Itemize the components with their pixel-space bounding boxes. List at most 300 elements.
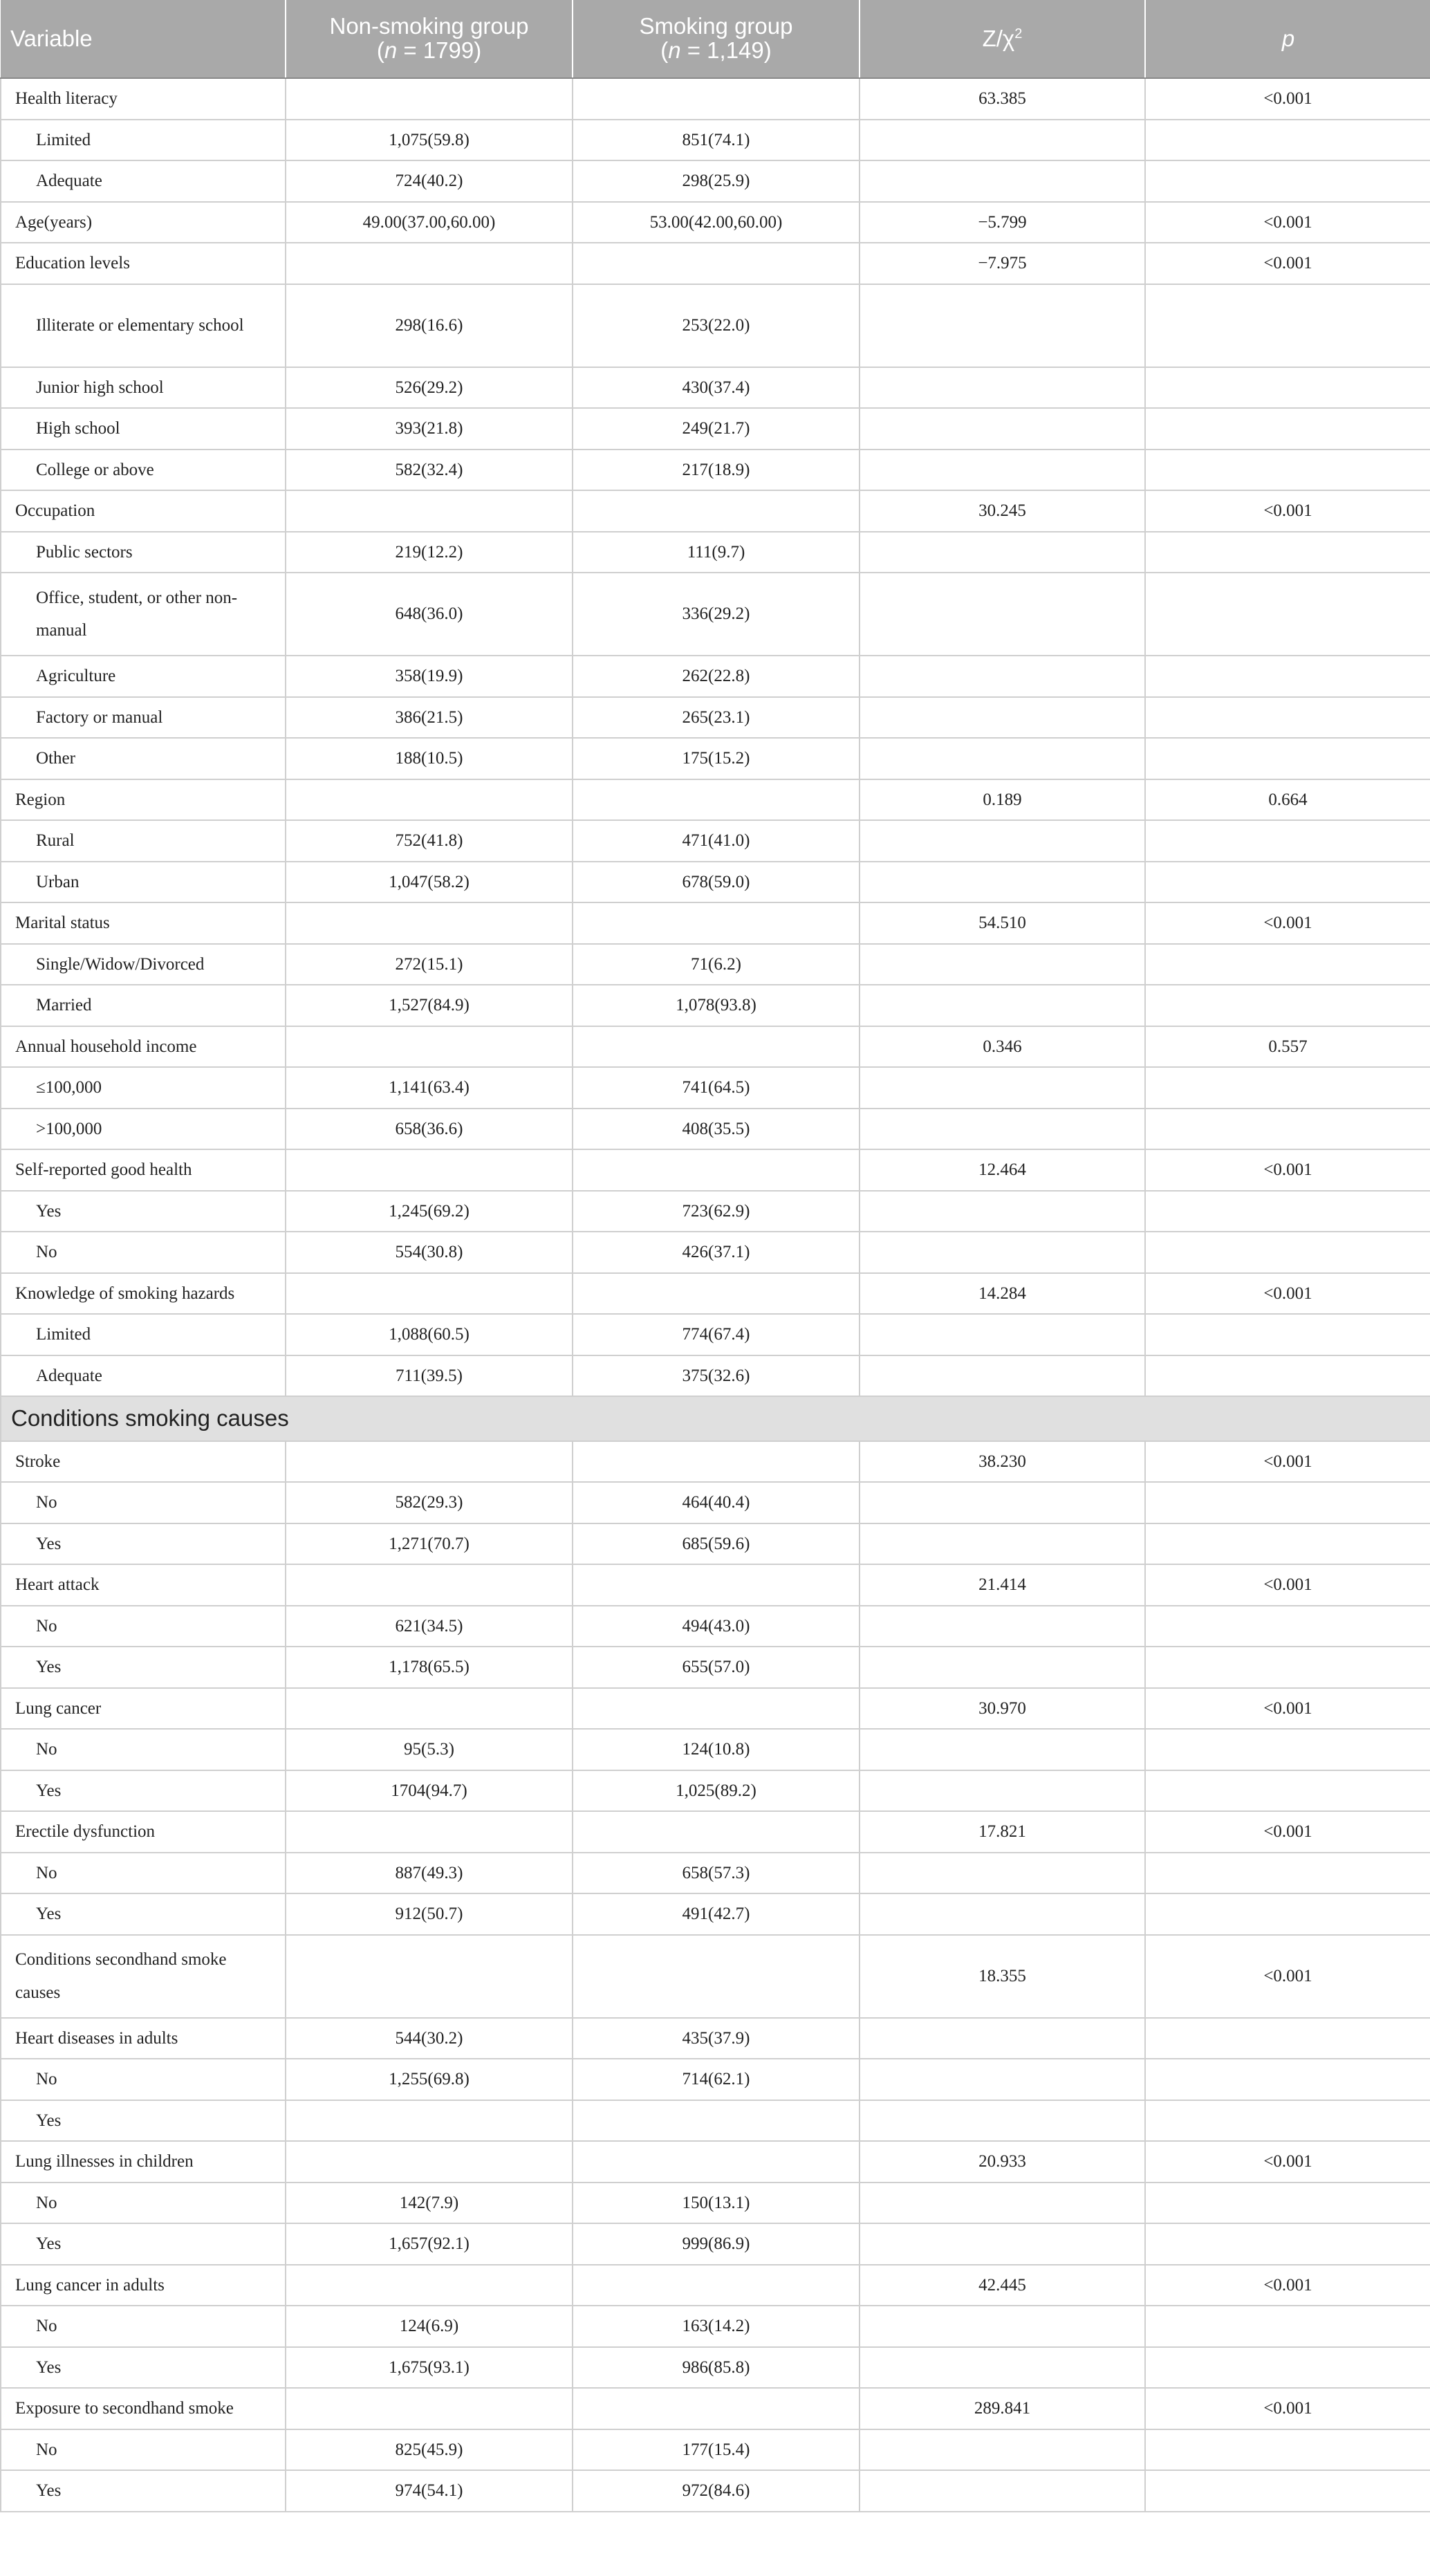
cell-p [1145, 1606, 1430, 1647]
cell-variable: Yes [1, 1647, 286, 1688]
cell-variable: No [1, 1482, 286, 1523]
cell-p [1145, 1523, 1430, 1565]
cell-variable: Health literacy [1, 78, 286, 120]
cell-nonsmoking [286, 2100, 573, 2142]
cell-p: <0.001 [1145, 1688, 1430, 1730]
cell-p [1145, 367, 1430, 409]
cell-stat [860, 2183, 1145, 2224]
cell-p [1145, 284, 1430, 367]
cell-p [1145, 1314, 1430, 1355]
cell-nonsmoking [286, 1026, 573, 1068]
cell-nonsmoking [286, 2141, 573, 2183]
cell-nonsmoking [286, 1273, 573, 1315]
cell-nonsmoking: 393(21.8) [286, 408, 573, 450]
table-row [1, 2059, 1430, 2100]
cell-stat [860, 862, 1145, 903]
cell-stat [860, 656, 1145, 697]
cell-variable: No [1, 2429, 286, 2471]
cell-stat [860, 1853, 1145, 1894]
header-stat-sup: 2 [1014, 26, 1023, 41]
cell-nonsmoking: 648(36.0) [286, 573, 573, 656]
cell-p [1145, 2100, 1430, 2142]
cell-nonsmoking: 1,047(58.2) [286, 862, 573, 903]
cell-smoking [573, 243, 860, 284]
cell-stat [860, 1647, 1145, 1688]
cell-variable: No [1, 1853, 286, 1894]
table-row [1, 1811, 1430, 1853]
header-row [1, 0, 1430, 78]
cell-nonsmoking [286, 1441, 573, 1483]
table-row [1, 1067, 1430, 1109]
cell-p [1145, 2470, 1430, 2512]
header-smoking [573, 0, 860, 78]
cell-nonsmoking: 298(16.6) [286, 284, 573, 367]
cell-stat [860, 1770, 1145, 1812]
cell-stat [860, 1893, 1145, 1935]
cell-p [1145, 450, 1430, 491]
table-row [1, 1564, 1430, 1606]
section-title: Conditions smoking causes [1, 1396, 1430, 1441]
table-row [1, 2306, 1430, 2347]
cell-p [1145, 2347, 1430, 2389]
table-row [1, 1935, 1430, 2018]
table-row [1, 2018, 1430, 2059]
table-row [1, 1355, 1430, 1397]
table-row [1, 2100, 1430, 2142]
cell-nonsmoking: 825(45.9) [286, 2429, 573, 2471]
cell-smoking: 262(22.8) [573, 656, 860, 697]
cell-variable: Heart attack [1, 1564, 286, 1606]
cell-smoking: 124(10.8) [573, 1729, 860, 1770]
cell-stat [860, 2059, 1145, 2100]
cell-variable: Yes [1, 1523, 286, 1565]
cell-p: <0.001 [1145, 202, 1430, 243]
cell-stat: 42.445 [860, 2265, 1145, 2306]
cell-variable: Agriculture [1, 656, 286, 697]
cell-nonsmoking: 358(19.9) [286, 656, 573, 697]
cell-stat [860, 2347, 1145, 2389]
cell-variable: Public sectors [1, 532, 286, 573]
cell-variable: Adequate [1, 1355, 286, 1397]
cell-smoking: 408(35.5) [573, 1109, 860, 1150]
cell-variable: Junior high school [1, 367, 286, 409]
cell-p [1145, 2183, 1430, 2224]
cell-p: <0.001 [1145, 2141, 1430, 2183]
cell-variable: Office, student, or other non-manual [1, 573, 286, 656]
cell-variable: Lung illnesses in children [1, 2141, 286, 2183]
cell-smoking [573, 2141, 860, 2183]
table-row [1, 1523, 1430, 1565]
cell-nonsmoking [286, 779, 573, 821]
cell-variable: Rural [1, 820, 286, 862]
cell-smoking [573, 1149, 860, 1191]
table-row [1, 78, 1430, 120]
cell-nonsmoking: 974(54.1) [286, 2470, 573, 2512]
cell-nonsmoking: 1,255(69.8) [286, 2059, 573, 2100]
table-row [1, 1647, 1430, 1688]
cell-stat: 18.355 [860, 1935, 1145, 2018]
cell-nonsmoking: 711(39.5) [286, 1355, 573, 1397]
table-row [1, 2183, 1430, 2224]
cell-smoking: 1,078(93.8) [573, 985, 860, 1026]
cell-stat [860, 1355, 1145, 1397]
cell-stat: 30.245 [860, 490, 1145, 532]
cell-p: <0.001 [1145, 1441, 1430, 1483]
table-row [1, 408, 1430, 450]
cell-variable: >100,000 [1, 1109, 286, 1150]
cell-p [1145, 1482, 1430, 1523]
table-row [1, 1606, 1430, 1647]
cell-p [1145, 2018, 1430, 2059]
cell-variable: No [1, 1606, 286, 1647]
cell-smoking: 723(62.9) [573, 1191, 860, 1232]
cell-nonsmoking [286, 2265, 573, 2306]
cell-p [1145, 862, 1430, 903]
table-row [1, 944, 1430, 985]
cell-nonsmoking: 1,075(59.8) [286, 120, 573, 161]
cell-stat [860, 408, 1145, 450]
cell-p: <0.001 [1145, 902, 1430, 944]
cell-p [1145, 1729, 1430, 1770]
cell-nonsmoking [286, 78, 573, 120]
table-row [1, 1482, 1430, 1523]
cell-nonsmoking: 49.00(37.00,60.00) [286, 202, 573, 243]
cell-variable: Yes [1, 2100, 286, 2142]
cell-variable: Erectile dysfunction [1, 1811, 286, 1853]
table-row [1, 367, 1430, 409]
table-row [1, 2265, 1430, 2306]
table-row [1, 2388, 1430, 2429]
cell-variable: Region [1, 779, 286, 821]
cell-p [1145, 573, 1430, 656]
header-smoking-n-value: = 1,149) [680, 37, 772, 63]
cell-stat: 12.464 [860, 1149, 1145, 1191]
table-row [1, 1191, 1430, 1232]
cell-variable: Occupation [1, 490, 286, 532]
cell-smoking: 53.00(42.00,60.00) [573, 202, 860, 243]
cell-variable: Stroke [1, 1441, 286, 1483]
table-row [1, 1853, 1430, 1894]
cell-nonsmoking [286, 1564, 573, 1606]
cell-variable: Exposure to secondhand smoke [1, 2388, 286, 2429]
table-row [1, 1149, 1430, 1191]
cell-smoking [573, 490, 860, 532]
table-row [1, 284, 1430, 367]
table-row [1, 2347, 1430, 2389]
table-row [1, 902, 1430, 944]
cell-stat [860, 450, 1145, 491]
table-row [1, 450, 1430, 491]
table-row [1, 2470, 1430, 2512]
cell-variable: Adequate [1, 160, 286, 202]
cell-variable: No [1, 2183, 286, 2224]
cell-variable: Other [1, 738, 286, 779]
cell-smoking [573, 902, 860, 944]
cell-stat: 30.970 [860, 1688, 1145, 1730]
cell-smoking [573, 2265, 860, 2306]
cell-p: <0.001 [1145, 1273, 1430, 1315]
cell-nonsmoking: 386(21.5) [286, 697, 573, 739]
cell-p [1145, 1232, 1430, 1273]
cell-smoking: 430(37.4) [573, 367, 860, 409]
table-row [1, 2429, 1430, 2471]
cell-stat [860, 1232, 1145, 1273]
table-row [1, 697, 1430, 739]
cell-p [1145, 820, 1430, 862]
cell-nonsmoking: 554(30.8) [286, 1232, 573, 1273]
cell-p [1145, 408, 1430, 450]
cell-stat [860, 1067, 1145, 1109]
cell-smoking [573, 2100, 860, 2142]
cell-p [1145, 120, 1430, 161]
cell-smoking: 253(22.0) [573, 284, 860, 367]
table-row [1, 656, 1430, 697]
table-row [1, 120, 1430, 161]
cell-nonsmoking: 582(32.4) [286, 450, 573, 491]
cell-variable: College or above [1, 450, 286, 491]
cell-stat: 38.230 [860, 1441, 1145, 1483]
table-row [1, 779, 1430, 821]
cell-stat [860, 573, 1145, 656]
cell-smoking: 464(40.4) [573, 1482, 860, 1523]
table-row [1, 1109, 1430, 1150]
cell-smoking: 217(18.9) [573, 450, 860, 491]
cell-variable: Age(years) [1, 202, 286, 243]
cell-nonsmoking [286, 243, 573, 284]
cell-nonsmoking: 582(29.3) [286, 1482, 573, 1523]
cell-nonsmoking: 658(36.6) [286, 1109, 573, 1150]
header-nonsmoking-n: (n = 1799) [376, 37, 482, 63]
cell-stat [860, 160, 1145, 202]
cell-variable: Conditions secondhand smoke causes [1, 1935, 286, 2018]
cell-stat: 54.510 [860, 902, 1145, 944]
cell-nonsmoking [286, 490, 573, 532]
table-row [1, 160, 1430, 202]
cell-stat [860, 697, 1145, 739]
cell-p: <0.001 [1145, 2265, 1430, 2306]
cell-variable: Urban [1, 862, 286, 903]
cell-variable: No [1, 2306, 286, 2347]
cell-nonsmoking [286, 1688, 573, 1730]
cell-stat [860, 2018, 1145, 2059]
cell-nonsmoking [286, 1149, 573, 1191]
cell-stat: 0.346 [860, 1026, 1145, 1068]
cell-nonsmoking: 219(12.2) [286, 532, 573, 573]
cell-stat [860, 2306, 1145, 2347]
cell-p: <0.001 [1145, 490, 1430, 532]
cell-variable: Factory or manual [1, 697, 286, 739]
cell-nonsmoking [286, 2388, 573, 2429]
cell-p: <0.001 [1145, 1935, 1430, 2018]
cell-smoking [573, 78, 860, 120]
table-row [1, 1893, 1430, 1935]
cell-nonsmoking: 1,088(60.5) [286, 1314, 573, 1355]
cell-nonsmoking [286, 902, 573, 944]
cell-smoking: 494(43.0) [573, 1606, 860, 1647]
cell-nonsmoking: 272(15.1) [286, 944, 573, 985]
table-row [1, 1729, 1430, 1770]
cell-nonsmoking: 1,178(65.5) [286, 1647, 573, 1688]
table-row [1, 2141, 1430, 2183]
cell-p [1145, 1191, 1430, 1232]
cell-smoking: 851(74.1) [573, 120, 860, 161]
table-row [1, 243, 1430, 284]
header-nonsmoking-n-value: = 1799) [397, 37, 482, 63]
cell-stat: 20.933 [860, 2141, 1145, 2183]
header-variable: Variable [1, 0, 286, 78]
cell-stat [860, 1523, 1145, 1565]
cell-stat: 0.189 [860, 779, 1145, 821]
cell-smoking: 471(41.0) [573, 820, 860, 862]
table-row [1, 490, 1430, 532]
table-row [1, 1441, 1430, 1483]
cell-variable: Knowledge of smoking hazards [1, 1273, 286, 1315]
cell-variable: Limited [1, 1314, 286, 1355]
cell-variable: Yes [1, 1191, 286, 1232]
table-row [1, 1770, 1430, 1812]
cell-stat [860, 284, 1145, 367]
cell-stat [860, 2223, 1145, 2265]
table-row [1, 1232, 1430, 1273]
cell-p: <0.001 [1145, 2388, 1430, 2429]
cell-stat [860, 367, 1145, 409]
cell-variable: Self-reported good health [1, 1149, 286, 1191]
cell-p [1145, 738, 1430, 779]
cell-variable: Yes [1, 2470, 286, 2512]
cell-p: <0.001 [1145, 1564, 1430, 1606]
cell-p: <0.001 [1145, 243, 1430, 284]
cell-variable: Married [1, 985, 286, 1026]
cell-nonsmoking: 1,675(93.1) [286, 2347, 573, 2389]
cell-smoking [573, 1273, 860, 1315]
header-smoking-n-label: n [668, 37, 681, 63]
header-p [1145, 0, 1430, 78]
cell-smoking: 741(64.5) [573, 1067, 860, 1109]
cell-smoking: 375(32.6) [573, 1355, 860, 1397]
cell-variable: Yes [1, 1770, 286, 1812]
cell-smoking: 249(21.7) [573, 408, 860, 450]
table-header [1, 0, 1430, 78]
cell-smoking [573, 1935, 860, 2018]
cell-stat [860, 1191, 1145, 1232]
cell-p [1145, 160, 1430, 202]
cell-variable: Limited [1, 120, 286, 161]
cell-smoking: 298(25.9) [573, 160, 860, 202]
header-stat-label: Z/χ [982, 25, 1015, 51]
cell-stat: −7.975 [860, 243, 1145, 284]
cell-p [1145, 985, 1430, 1026]
cell-stat [860, 1729, 1145, 1770]
cell-smoking: 426(37.1) [573, 1232, 860, 1273]
cell-variable: Yes [1, 1893, 286, 1935]
cell-variable: Yes [1, 2347, 286, 2389]
cell-p [1145, 1853, 1430, 1894]
cell-nonsmoking: 124(6.9) [286, 2306, 573, 2347]
table-row [1, 862, 1430, 903]
cell-nonsmoking: 142(7.9) [286, 2183, 573, 2224]
cell-smoking [573, 1564, 860, 1606]
cell-p [1145, 2059, 1430, 2100]
cell-stat [860, 532, 1145, 573]
cell-smoking: 336(29.2) [573, 573, 860, 656]
cell-stat [860, 2100, 1145, 2142]
cell-nonsmoking: 1,245(69.2) [286, 1191, 573, 1232]
cell-variable: ≤100,000 [1, 1067, 286, 1109]
cell-nonsmoking: 887(49.3) [286, 1853, 573, 1894]
cell-p [1145, 532, 1430, 573]
cell-p: <0.001 [1145, 1149, 1430, 1191]
cell-smoking: 999(86.9) [573, 2223, 860, 2265]
section-row [1, 1396, 1430, 1441]
cell-smoking: 265(23.1) [573, 697, 860, 739]
cell-stat [860, 120, 1145, 161]
cell-smoking: 163(14.2) [573, 2306, 860, 2347]
cell-p [1145, 944, 1430, 985]
cell-smoking: 175(15.2) [573, 738, 860, 779]
cell-smoking: 177(15.4) [573, 2429, 860, 2471]
cell-smoking: 491(42.7) [573, 1893, 860, 1935]
cell-p: 0.664 [1145, 779, 1430, 821]
cell-smoking: 658(57.3) [573, 1853, 860, 1894]
cell-nonsmoking [286, 1811, 573, 1853]
cell-nonsmoking: 621(34.5) [286, 1606, 573, 1647]
cell-variable: Marital status [1, 902, 286, 944]
cell-smoking: 972(84.6) [573, 2470, 860, 2512]
cell-variable: Lung cancer in adults [1, 2265, 286, 2306]
cell-smoking: 150(13.1) [573, 2183, 860, 2224]
table-row [1, 985, 1430, 1026]
cell-nonsmoking: 912(50.7) [286, 1893, 573, 1935]
cell-stat [860, 2429, 1145, 2471]
cell-variable: Heart diseases in adults [1, 2018, 286, 2059]
header-smoking-n: (n = 1,149) [660, 37, 772, 63]
cell-nonsmoking: 1,657(92.1) [286, 2223, 573, 2265]
table-row [1, 738, 1430, 779]
table-row [1, 1314, 1430, 1355]
cell-nonsmoking: 1,141(63.4) [286, 1067, 573, 1109]
cell-nonsmoking: 544(30.2) [286, 2018, 573, 2059]
cell-stat: 17.821 [860, 1811, 1145, 1853]
table-row [1, 573, 1430, 656]
cell-smoking: 986(85.8) [573, 2347, 860, 2389]
cell-p [1145, 1109, 1430, 1150]
cell-nonsmoking: 752(41.8) [286, 820, 573, 862]
table-row [1, 820, 1430, 862]
cell-smoking [573, 1441, 860, 1483]
header-nonsmoking [286, 0, 573, 78]
cell-smoking: 774(67.4) [573, 1314, 860, 1355]
cell-smoking: 435(37.9) [573, 2018, 860, 2059]
cell-p [1145, 2429, 1430, 2471]
cell-nonsmoking: 1704(94.7) [286, 1770, 573, 1812]
cell-smoking: 655(57.0) [573, 1647, 860, 1688]
table-row [1, 1026, 1430, 1068]
cell-p [1145, 1647, 1430, 1688]
cell-stat [860, 820, 1145, 862]
header-nonsmoking-title: Non-smoking group [329, 13, 529, 39]
cell-stat [860, 1606, 1145, 1647]
cell-smoking [573, 1811, 860, 1853]
cell-stat [860, 738, 1145, 779]
cell-variable: Illiterate or elementary school [1, 284, 286, 367]
cell-variable: No [1, 1729, 286, 1770]
header-stat [860, 0, 1145, 78]
cell-p [1145, 2306, 1430, 2347]
cell-stat [860, 985, 1145, 1026]
cell-stat: −5.799 [860, 202, 1145, 243]
cell-p [1145, 1893, 1430, 1935]
cell-stat [860, 944, 1145, 985]
